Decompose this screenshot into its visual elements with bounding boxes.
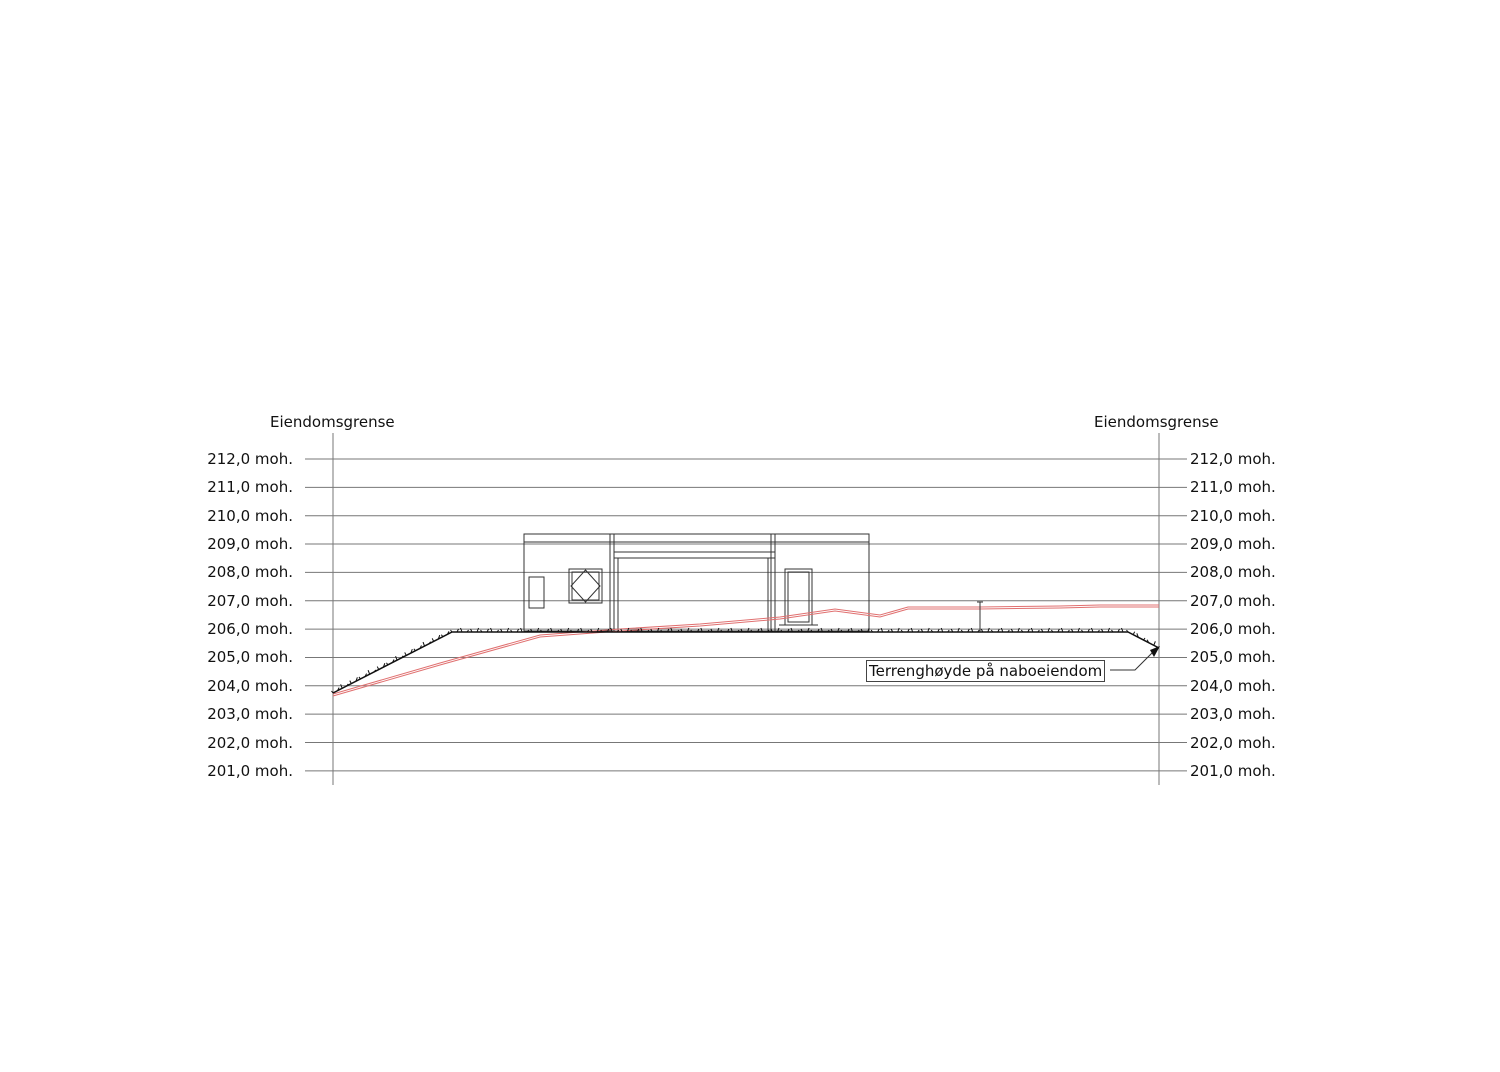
grass-tick	[396, 656, 398, 660]
grass-tick	[350, 681, 352, 684]
level-label-right: 208,0 moh.	[1190, 563, 1276, 582]
level-label-left: 207,0 moh.	[207, 591, 293, 610]
right-boundary-label: Eiendomsgrense	[1094, 413, 1219, 431]
level-label-left: 205,0 moh.	[207, 648, 293, 667]
grass-tick	[451, 630, 453, 632]
window-left	[529, 577, 544, 608]
grass-tick	[1144, 638, 1146, 640]
level-label-left: 202,0 moh.	[207, 733, 293, 752]
annotation-leader	[1110, 646, 1160, 670]
level-label-left: 211,0 moh.	[207, 478, 293, 497]
level-label-left: 212,0 moh.	[207, 450, 293, 468]
grass-tick	[377, 667, 379, 670]
grass-tick	[441, 635, 443, 637]
window-diamond	[571, 570, 600, 602]
level-label-left: 206,0 moh.	[207, 620, 293, 639]
grass-tick	[359, 677, 361, 679]
level-label-left: 208,0 moh.	[207, 563, 293, 582]
level-label-right: 207,0 moh.	[1190, 591, 1276, 610]
level-label-left: 210,0 moh.	[207, 506, 293, 525]
level-lines	[305, 459, 1187, 771]
building-facade	[524, 534, 869, 631]
grass-tick	[414, 649, 416, 651]
level-label-right: 204,0 moh.	[1190, 676, 1276, 695]
grass-tick	[1133, 632, 1135, 635]
grass-tick	[386, 663, 388, 665]
level-label-right: 203,0 moh.	[1190, 705, 1276, 724]
grass-tick	[368, 670, 370, 674]
grass-tick	[432, 638, 434, 641]
grass-tick	[405, 652, 407, 655]
level-label-right: 211,0 moh.	[1190, 478, 1276, 497]
height-marker	[809, 598, 983, 632]
level-label-left: 201,0 moh.	[207, 761, 293, 780]
level-label-left: 204,0 moh.	[207, 676, 293, 695]
level-label-right: 205,0 moh.	[1190, 648, 1276, 667]
level-label-right: 201,0 moh.	[1190, 761, 1276, 780]
level-label-right: 206,0 moh.	[1190, 620, 1276, 639]
left-boundary-label: Eiendomsgrense	[270, 413, 395, 431]
grass-tick	[341, 684, 343, 688]
window-diamond-frame	[569, 569, 602, 603]
level-label-left: 209,0 moh.	[207, 535, 293, 554]
level-label-right: 209,0 moh.	[1190, 535, 1276, 554]
level-label-right: 210,0 moh.	[1190, 506, 1276, 525]
building-outline	[524, 534, 869, 631]
level-label-right: 202,0 moh.	[1190, 733, 1276, 752]
grass-tick	[423, 642, 425, 646]
grass-tick	[1154, 641, 1156, 645]
level-label-right: 212,0 moh.	[1190, 450, 1276, 468]
level-label-left: 203,0 moh.	[207, 705, 293, 724]
neighbor-terrain-callout: Terrenghøyde på naboeiendom	[866, 660, 1105, 682]
